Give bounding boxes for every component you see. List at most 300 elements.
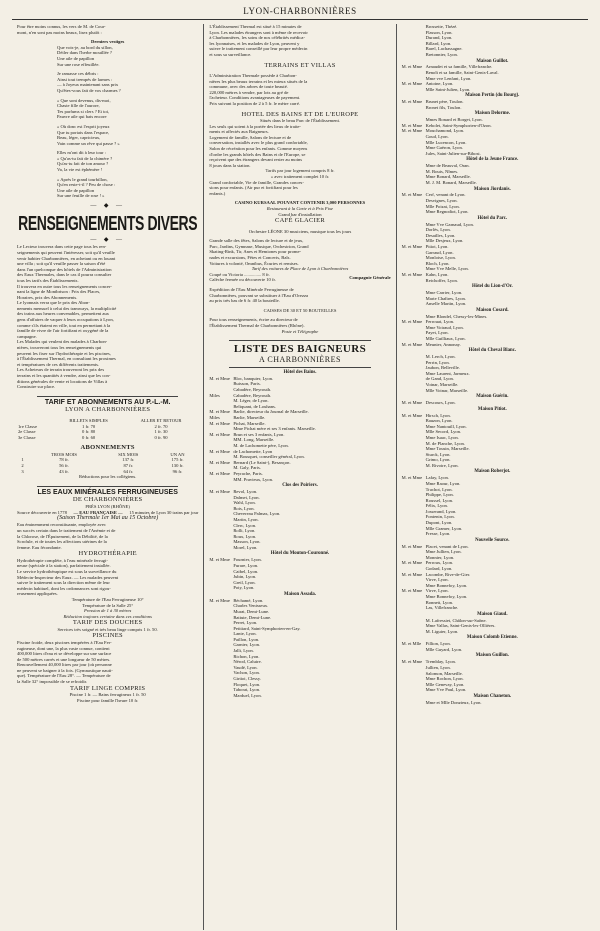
- text-line: Les seuls qui soient à la portée des lieux de traite-: [209, 123, 301, 129]
- abo-header: UN AN: [170, 451, 185, 457]
- pression-text: Pression de 1 à 30 mètres: [84, 608, 132, 614]
- guest-name: Roussel, Lyon.: [425, 497, 454, 503]
- guest-prefix: M. et Mme: [401, 400, 423, 406]
- hotel-name: Hôtel du Parc.: [477, 215, 508, 221]
- guest-name: Bonnett, Lyon.: [425, 599, 454, 605]
- poem-line: « Où donc est l'esprit joyeux: [57, 123, 110, 129]
- section-title-piscines: PISCINES: [92, 632, 123, 640]
- guest-prefix: M. et Mme: [209, 420, 230, 426]
- guest-row: [402, 151, 583, 157]
- guest-name: Mme Laurent, Jarmeux.: [425, 370, 470, 376]
- guest-name: Virve, Lyon.: [425, 577, 449, 583]
- guest-name: Mme Jullien, Lyon.: [425, 549, 462, 555]
- guest-prefix: M. et Mme: [209, 470, 230, 476]
- guest-name: Kahn, Lyon.: [425, 272, 449, 278]
- text-line: reçoivent que des étrangers devant rester au moins: [209, 157, 303, 163]
- guest-name: Lante, Lyon.: [233, 631, 257, 637]
- guest-name: Philippe, Lyon.: [425, 492, 454, 498]
- guest-name: Dupont, Lyon.: [425, 520, 453, 526]
- text-line: terrains et les quantités à vendre, ainsi que les con-: [17, 373, 111, 378]
- guest-row: [402, 629, 583, 635]
- intro-line: et sous sa surveillance.: [209, 51, 252, 57]
- text-line: l'Établissement Thermal de Charbonnières (Rhône).: [209, 322, 305, 328]
- text-line: nières les plus beaux terrains et les mieux situés de la: [209, 78, 308, 84]
- guest-prefix: M. et Mme: [209, 597, 230, 603]
- guest-name: Mlle Saint-Julien, Lyon.: [425, 86, 471, 92]
- guest-name: Lafay, Lyon.: [425, 475, 449, 481]
- abo-cell: 175 fr.: [171, 457, 184, 463]
- hotel-name: Maison Guérin.: [476, 394, 509, 400]
- guest-name: Chevereau Palmas, Lyon.: [233, 511, 281, 517]
- poem-line: Chaste fille de l'aurore,: [57, 103, 100, 109]
- guest-name: Brossette, Thézé.: [425, 24, 458, 29]
- guest-name: Mlle Desjeux, Lyon.: [425, 238, 464, 244]
- guest-name: Mme Tousin, Marseille.: [425, 446, 470, 452]
- column-left: [12, 24, 203, 930]
- poem-line: Vain comme un rêve qui passe ? »: [57, 140, 120, 146]
- text-line: l'acheteur. Conditions avantageuses de payement.: [209, 95, 301, 101]
- guest-name: Salomon, Marseille.: [425, 670, 463, 676]
- guest-prefix: M. et Mlle: [401, 641, 422, 647]
- casino-subtitle: Restaurant à la Carte et à Prix Fixe: [266, 205, 334, 211]
- guest-name: Bloch, Lyon.: [425, 260, 450, 266]
- casino-title: CASINO KURSAAL POUVANT CONTENIR 3,000 PERSONNES: [234, 200, 366, 206]
- text-line: d'ordre les grands hôtels des Bains et de l'Europe, se: [209, 151, 306, 157]
- tarif-header: BILLETS SIMPLES: [69, 417, 108, 423]
- guest-name: Garraud, Lyon.: [425, 249, 454, 255]
- guest-name: Pichat, Marseille.: [233, 420, 266, 426]
- text-line: Skating-Rink, Tir, Anes et Hemiones pour prome-: [209, 249, 302, 255]
- text-line: Médecin-Inspecteur des Eaux. — Les malades peuvent: [17, 574, 119, 580]
- guest-name: M. de Lachomette père, Lyon.: [233, 442, 289, 448]
- guest-row: [402, 463, 583, 469]
- guest-prefix: [402, 605, 426, 611]
- guest-name: Vachon, Lyon.: [233, 670, 260, 676]
- guest-name: Josserand, Lyon.: [425, 508, 457, 514]
- divider: [37, 486, 178, 487]
- poem-line: Sur une feuille de rose ! »: [57, 193, 105, 199]
- tarif-cell: 1re Classe: [18, 423, 38, 429]
- guest-name: Las, Villefranche.: [425, 605, 459, 611]
- hotel-name: Hôtel des Bains.: [283, 369, 317, 375]
- guest-name: Brunet père, Toulon.: [425, 99, 464, 105]
- section-title-tarif: TARIF ET ABONNEMENTS AU P.-L.-M.: [44, 398, 171, 406]
- guest-name: Bois, Lyon.: [233, 505, 255, 511]
- guest-name: Masson, Lyon.: [233, 539, 261, 545]
- guest-prefix: [402, 531, 426, 537]
- guest-name: Wahl, Lyon.: [233, 500, 256, 506]
- guest-name: M. Lafressiet, Châlon-sur-Saône.: [425, 617, 487, 623]
- guest-row: [402, 105, 583, 111]
- guest-name: Goud, Lyon.: [425, 134, 449, 140]
- guest-name: Brun et ses 3 enfants, Lyon.: [233, 431, 285, 437]
- text-line: nades et excursions, Fêtes et Concerts, Bals.: [209, 255, 291, 260]
- hotel-name: Maison Roberjot.: [474, 469, 511, 475]
- eaux-pres: PRÈS LYON (RHÔNE): [85, 503, 130, 509]
- guest-name: Rolli, Lyon.: [233, 528, 256, 534]
- guest-name: Mlle Lucencon, Lyon.: [425, 139, 467, 145]
- guest-row: [402, 52, 583, 58]
- guest-name: Marduel, Lyon.: [233, 692, 262, 698]
- guest-prefix: M. et Mme: [401, 560, 423, 566]
- text-line: » avec traitement complet 10 fr.: [270, 174, 330, 179]
- hotel-name: Hôtel du Cheval Blanc.: [468, 348, 517, 354]
- abonnements-table: [17, 452, 198, 474]
- guest-name: Bronet fils, Toulon.: [425, 104, 462, 110]
- guest-row: [402, 388, 583, 394]
- guest-name: Godard, Lyon.: [425, 566, 453, 572]
- guest-name: Tremblay, Lyon.: [425, 659, 456, 665]
- guest-prefix: Miles: [209, 414, 220, 420]
- guest-name: Martin, Lyon.: [233, 516, 259, 522]
- guest-row: [402, 605, 583, 611]
- guest-name: Dorlès, Lyon.: [425, 227, 451, 233]
- guest-name: Jullien, Lyon.: [425, 664, 451, 670]
- guest-name: Mme Pichat mère et ses 3 enfants. Marseille.: [233, 426, 316, 432]
- hotel-name: Maison Jiordanis.: [473, 186, 511, 192]
- guest-name: Durand, Lyon.: [425, 35, 453, 41]
- text-line: 220,000 mètres à vendre, par lots au gré de: [209, 89, 289, 95]
- poem-line: Ainsi tout trempés de larmes :: [57, 76, 113, 82]
- guest-prefix: [209, 477, 233, 483]
- intro-line: à Charbonnières, les soins de nos célébrités médica-: [209, 35, 306, 41]
- poem-line: Je ramasse ces débris :: [57, 71, 99, 77]
- intro-line: Lyon. Les malades étrangers sont à même de recevoir: [209, 29, 308, 35]
- guest-prefix: M. et Mme: [209, 375, 230, 381]
- guest-name: M. de Planche, Lyon.: [425, 440, 465, 446]
- guest-prefix: M. et Mme: [401, 543, 423, 549]
- guest-name: M. Liguier, Lyon.: [425, 628, 459, 634]
- guest-prefix: M. et Mme: [401, 272, 423, 278]
- poem-line: Elles m'ont dit à leur tour :: [57, 150, 107, 156]
- abo-cell: 3: [21, 468, 24, 474]
- guest-name: Arnaudet et sa famille, Villefranche.: [425, 64, 493, 70]
- guest-prefix: [402, 301, 426, 307]
- text-line: ments et affectés aux Baigneurs.: [209, 129, 269, 135]
- reduction-text: Réduction toujours certaine dans ces conditions: [63, 613, 152, 619]
- guest-name: Cerf, venant de Lyon.: [425, 192, 466, 198]
- column-right: [396, 24, 588, 930]
- text-line: Température de l'Eau Ferrugineuse 10°: [71, 597, 144, 602]
- poem-title: Derniers vestiges: [91, 39, 125, 45]
- guest-name: Battute, Demi-Lune.: [233, 614, 272, 620]
- guest-name: Mme vve Lenfant, Lyon.: [425, 75, 472, 81]
- guest-row: [402, 700, 583, 706]
- guest-name: Buisson, Paris.: [233, 381, 261, 387]
- hotel-name: Clos des Poiriers.: [282, 483, 318, 489]
- text-line: tous les tarifs des Établissements.: [17, 277, 79, 283]
- intro-line: mont, n'en sont pas moins beaux, lisez plutôt :: [17, 29, 102, 35]
- guest-name: Anselle Martin, Lyon.: [425, 301, 467, 307]
- text-line: Hydrothérapie complète, à l'eau minérale ferrugi-: [17, 557, 108, 563]
- guest-prefix: [402, 647, 426, 653]
- section-title-eaux: LES EAUX MINÉRALES FERRUGINEUSES: [37, 488, 178, 496]
- hotel-name: Maison Cosard.: [476, 307, 509, 313]
- abo-header: SIX MOIS: [118, 451, 139, 457]
- text-line: suivre le traitement sous la direction même de leur: [17, 580, 110, 586]
- text-line: Piscine froide, deux piscines tempérées à l'Eau Fer-: [17, 639, 112, 645]
- guest-name: Beliquant, de Louhans.: [233, 403, 276, 409]
- poem-line: Va, la vie est éphémère !: [57, 167, 103, 173]
- text-line: médecin habituel, dont les ordonnances sont rigou-: [17, 585, 111, 591]
- guest-name: Dalmet, Lyon.: [233, 494, 260, 500]
- abo-cell: 56 fr.: [59, 462, 69, 468]
- guest-name: Murat, Demi-Lune.: [233, 608, 270, 614]
- guest-row: [209, 693, 390, 699]
- guest-name: Mlle Guilliaux, Lyon.: [425, 336, 466, 342]
- linge-line: Piscine pour famille l'heure 10 fr.: [77, 697, 139, 703]
- guest-name: Mme Gaëron, Lyon.: [425, 145, 463, 151]
- text-line: Scrofule, et de toutes les affections utérines de la: [17, 539, 107, 545]
- guest-name: Hirsch, Lyon.: [425, 412, 451, 418]
- guest-row: [402, 400, 583, 406]
- guest-name: Mlle Poizat, Lyon.: [425, 203, 460, 209]
- abo-cell: 96 fr.: [172, 468, 183, 474]
- guest-name: Mme Vve Paul, Lyon.: [425, 687, 467, 693]
- intro-line: suivre le traitement conseillé par leur propre médecin: [209, 46, 308, 52]
- voitures-prices: [209, 272, 349, 283]
- hotel-name: Maison Pertin (du Bourg).: [465, 93, 520, 99]
- section-subtitle-liste: A CHARBONNIÈRES: [259, 355, 341, 365]
- guest-name: Pitiot, Lyon.: [425, 244, 449, 250]
- poem-line: Une aile de papillon: [57, 187, 95, 193]
- guest-name: Voinar, Marseille.: [425, 382, 459, 388]
- guest-name: de Lachomette, Lyon: [233, 448, 273, 454]
- hotel-name: Maison Chaneton.: [473, 693, 512, 699]
- section-title-linge: TARIF LINGE COMPRIS: [70, 684, 146, 692]
- guest-name: M. Bousquet, conseiller général, Lyon.: [233, 454, 305, 460]
- hotel-name: Hôtel du Mouton-Couronné.: [270, 551, 330, 557]
- guest-name: Mme Vve Melle, Lyon.: [425, 266, 469, 272]
- guest-prefix: M. et Mme: [209, 409, 230, 415]
- guest-name: Monnier, Lyon.: [425, 554, 455, 560]
- guest-prefix: M. et Mme: [209, 431, 230, 437]
- text-line: gens d'affaires de vaquer à leurs occupations à Lyon,: [17, 317, 114, 323]
- guest-name: Revol, Lyon.: [233, 488, 258, 494]
- guest-name: Greil, Lyon.: [233, 579, 256, 585]
- guest-name: Reichoffer, Lyon.: [425, 277, 458, 283]
- text-line: Le lyonnais verra que le prix des Abon-: [17, 300, 90, 306]
- guest-name: Béchamé, Lyon.: [233, 597, 264, 603]
- section-subtitle-tarif: LYON A CHARBONNIÈRES: [65, 406, 151, 414]
- guest-name: Furare, Lyon.: [233, 562, 259, 568]
- caisses-text: CAISSES DE 30 ET 50 BOUTEILLES: [263, 307, 337, 313]
- text-line: 400,000 litres d'eau et se développe sur une surface: [17, 651, 112, 657]
- guest-name: M. Bouis, Nîmes.: [425, 168, 459, 174]
- guest-row: [402, 531, 583, 537]
- guest-name: Monloise, Lyon.: [425, 255, 456, 261]
- abo-cell: 137 fr.: [122, 457, 135, 463]
- guest-prefix: M. et Mme: [401, 412, 423, 418]
- text-line: neuse (spéciale à la station), parfaitement installée.: [17, 563, 111, 569]
- poem-line: Que tu portais dans l'espace,: [57, 129, 110, 135]
- text-line: Grand confortable, Vie de famille, Grandes conces-: [209, 179, 304, 185]
- caleche-price: Calèche fermée ou découverte 10 fr.: [209, 277, 276, 283]
- guest-name: M. J. M. Bonard, Marseille.: [425, 180, 477, 186]
- guest-name: Poty, Lyon.: [233, 585, 255, 591]
- douches-text: Services très soigné et très beau linge compris 1 fr. 50.: [57, 626, 158, 632]
- text-line: de 500 mètres carrés et une longueur de 50 mètres.: [17, 656, 111, 662]
- abo-cell: 2: [21, 462, 24, 468]
- text-line: comme s'ils étaient en ville, tout en permettant à la: [17, 322, 111, 328]
- guest-name: Benoît et sa famille, Saint-Genis-Laval.: [425, 70, 499, 75]
- guest-prefix: M. et Mme: [401, 81, 423, 87]
- divider: [37, 396, 178, 397]
- compagnie-label: Compagnie Générale: [349, 274, 391, 280]
- guest-name: Barel, Lachassagne.: [425, 46, 463, 52]
- guest-name: Caibel, Lyon.: [233, 568, 259, 574]
- section-title-renseignements: RENSEIGNEMENTS DIVERS: [18, 211, 198, 235]
- guest-name: Mme Carrier, Lyon.: [425, 290, 463, 296]
- guest-row: [209, 585, 390, 591]
- abo-cell: 43 fr.: [59, 468, 69, 474]
- guest-name: M. Léger, de Lyon.: [233, 398, 269, 404]
- poem-line: Qu'en reste-t-il ? Peu de chose :: [57, 182, 116, 188]
- text-line: venir habiter Charbonnières, en achetant ou en louant: [17, 255, 116, 261]
- text-line: des trains aux heures convenables, permettent aux: [17, 311, 109, 317]
- poem-line: Pauvre aile qui bats encore: [57, 114, 107, 120]
- guest-name: Charles Venisseux.: [233, 603, 269, 609]
- text-line: Les Acheteurs de terrain trouveront les prix des: [17, 367, 105, 373]
- guest-row: [209, 477, 390, 483]
- ornament: — ◆ —: [90, 203, 125, 210]
- text-line: la Salle 32° impossible de se refroidir.: [17, 679, 88, 685]
- section-title-douches: TARIF DES DOUCHES: [72, 619, 143, 627]
- divider: [229, 340, 370, 341]
- text-line: un succès certain dans le traitement de l'Anémie et de: [17, 528, 116, 533]
- poem-line: « Après le grand tourbillon,: [57, 176, 108, 182]
- poem-line: — à Joyeux maintenant sans prix: [57, 82, 119, 88]
- guest-row: [402, 687, 583, 693]
- guest-prefix: [402, 151, 426, 157]
- guest-name: Barlie, Marseille.: [233, 414, 266, 420]
- abo-header: TROIS MOIS: [51, 451, 77, 457]
- guest-name: Mouchamond, Lyon.: [425, 128, 465, 134]
- guest-name: Kebolet, Saint-Symphorien-d'Ozon.: [425, 122, 492, 128]
- guest-name: Jalli, Lyon.: [233, 648, 254, 654]
- abo-cell: 1: [21, 457, 24, 463]
- intro-line: Pour être moins connus, les vers de M. de Cour-: [17, 24, 106, 29]
- guest-name: Bloc, banquier, Lyon.: [233, 375, 274, 381]
- guest-name: Mlle Guyard, Lyon.: [425, 646, 463, 652]
- guest-name: Desailles, Lyon.: [425, 232, 456, 238]
- text-line: rugineuse, dont une, la plus vaste connue, contient: [17, 645, 110, 651]
- guest-prefix: M. et Mme: [401, 571, 423, 577]
- hotel-name: Hôtel de la Jeune France.: [466, 157, 519, 163]
- text-line: Pour tous renseignements, écrire au directeur de: [209, 317, 298, 323]
- guest-row: [402, 278, 583, 284]
- guest-row: [402, 647, 583, 653]
- page-header: LYON-CHARBONNIÈRES: [12, 6, 588, 20]
- guest-name: Garnier, Lyon.: [233, 642, 261, 648]
- text-line: famille de vivre de l'air fortifiant et oxygéné de la: [17, 328, 109, 334]
- guest-name: Mme Voiraud, Lyon.: [425, 324, 464, 330]
- guest-prefix: M. et Mme: [401, 319, 423, 325]
- guest-name: de Gand, Lyon.: [425, 376, 454, 382]
- tarif-cell: 0 fr. 80: [82, 429, 96, 435]
- text-line: peuvent les fixer sur l'hydrothérapie et les piscines,: [17, 350, 111, 356]
- guest-name: Mme de Beauval, Oran.: [425, 163, 470, 169]
- text-line: Logement de famille, Salons de lecture et de: [209, 134, 292, 140]
- guest-row: [402, 301, 583, 307]
- guest-prefix: M. et Mme: [209, 557, 230, 563]
- guest-prefix: M. et Mme: [209, 488, 230, 494]
- guest-name: Félix, Lyon.: [425, 503, 448, 509]
- text-line: conversation, installés avec le plus grand confortable,: [209, 140, 308, 146]
- guest-prefix: Miles: [209, 392, 220, 398]
- guest-name: Marie Chaîtres, Lyon.: [425, 295, 466, 301]
- guest-name: Sturck, Lyon.: [425, 451, 451, 457]
- voitures-row: [209, 272, 390, 283]
- divider: [229, 367, 370, 368]
- guest-name: Mme Isaac, Lyon.: [425, 434, 459, 440]
- intro-line: L'Établissement Thermal est situé à 15 minutes de: [209, 24, 302, 29]
- guest-name: Mme Nantouill, Lyon.: [425, 423, 467, 429]
- guest-name: Ferrouat, Lyon.: [425, 319, 455, 325]
- guest-name: Nérod, Caluire.: [233, 659, 262, 665]
- abo-cell: 87 fr.: [123, 462, 134, 468]
- guest-name: Clerc, Lyon.: [233, 522, 257, 528]
- text-line: Poste et Télégraphe: [281, 328, 319, 334]
- tarif-cell: 1 fr. 30: [154, 429, 168, 435]
- poem-line: « Qu'as-tu fait de la chimère ?: [57, 155, 113, 161]
- hotel-name: Maison Guillot.: [476, 58, 509, 64]
- guest-name: Antoine, Lyon.: [425, 81, 454, 87]
- text-line: Renouvellement 40,000 litres par jour (où personne: [17, 662, 112, 668]
- abo-cell: 130 fr.: [171, 462, 184, 468]
- text-line: Situés dans le beau Parc de l'Établissement.: [259, 118, 341, 124]
- guest-name: Mme Raour, Lyon.: [425, 480, 461, 486]
- guest-prefix: [402, 52, 426, 58]
- guest-name: Bretonnier, Lyon.: [425, 51, 459, 57]
- text-line: Salon de récréation pour les enfants. Comme moyens: [209, 146, 308, 152]
- guest-row: [402, 87, 583, 93]
- tarif-cell: 0 fr. 60: [82, 434, 96, 440]
- hotel-name: Maison Delorme.: [474, 111, 510, 117]
- text-line: ne peuvent se baigner à la fois. (Gymnastique nauti-: [17, 667, 113, 673]
- guest-name: Cabadère, Beyrouth.: [233, 387, 272, 392]
- guest-prefix: [402, 209, 426, 215]
- guest-name: Payet, Lyon.: [425, 330, 449, 336]
- poem-line: Qu'as-tu fait de ton amour ?: [57, 161, 109, 167]
- guest-name: Roux, Lyon.: [233, 533, 257, 539]
- guest-name: Petitiard, Saint-Symphorien-en-Gay.: [233, 625, 301, 631]
- guest-prefix: [209, 585, 233, 591]
- guest-name: Fournier, Lyon.: [233, 557, 262, 563]
- column-middle: [203, 24, 395, 930]
- guest-prefix: [402, 87, 426, 93]
- section-title-liste: LISTE DES BAIGNEURS: [233, 343, 367, 356]
- guest-name: Mme Bonnefoy, Lyon.: [425, 594, 468, 600]
- poem-line: « Que sont devenus, dis-moi,: [57, 97, 111, 103]
- guest-name: Fontenin, Lyon.: [425, 514, 455, 520]
- text-line: ditions générales de vente et locations de Villas à: [17, 378, 108, 384]
- linge-line: Piscine 1 fr. — Bains ferrugineux 1 fr. 50: [69, 692, 146, 698]
- spacer: [17, 480, 198, 484]
- guest-row: [209, 545, 390, 551]
- text-line: L'Administration Thermale possède à Charbon-: [209, 73, 297, 79]
- text-line: Il trouvera en outre tous les renseignements concer-: [17, 283, 112, 289]
- guest-prefix: M. et Mme: [401, 341, 423, 347]
- text-line: commune, avec des arbres de toute beauté.: [209, 84, 288, 90]
- guest-prefix: M. et Mme: [209, 448, 230, 454]
- text-line: enfants.): [209, 190, 226, 196]
- saison-text: (Saison Thermale 1er Mai au 15 Octobre): [57, 515, 159, 522]
- poem-line: Tes parfums si clers ? Et toi,: [57, 108, 110, 114]
- guest-prefix: [402, 388, 426, 394]
- poem-line: Sur une rose effeuillée.: [57, 61, 100, 67]
- guest-name: Billard, Lyon.: [425, 40, 452, 46]
